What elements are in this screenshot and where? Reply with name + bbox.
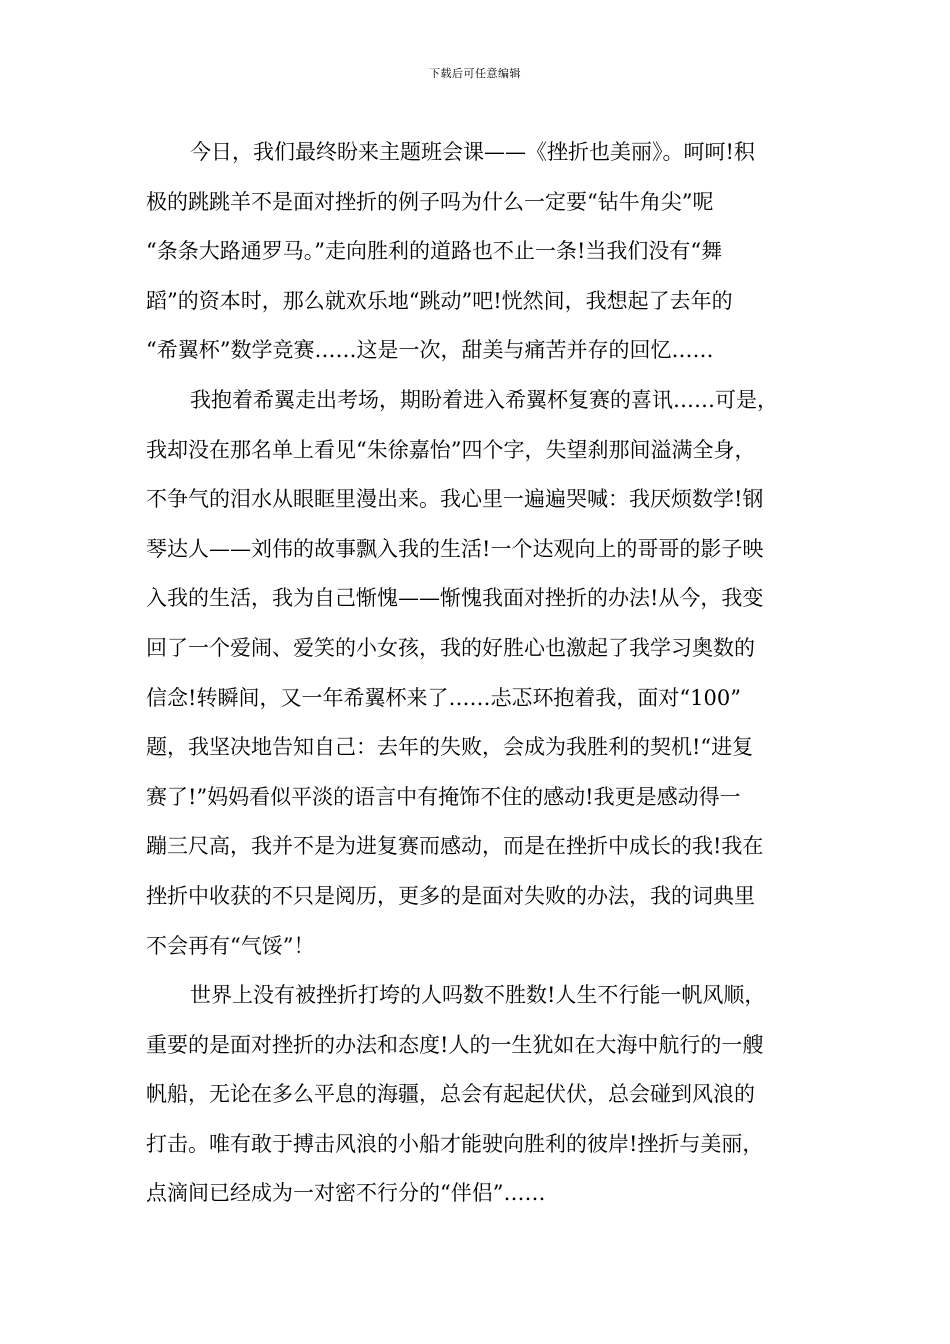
paragraph-line: 今日，我们最终盼来主题班会课——《挫折也美丽》。呵呵!积: [190, 140, 755, 164]
paragraph-line: 不会再有“气馁”！: [146, 933, 315, 958]
page-header: 下载后可任意编辑: [429, 67, 521, 80]
paragraph-line: 琴达人——刘伟的故事飘入我的生活!一个达观向上的哥哥的影子映: [146, 536, 764, 561]
paragraph-line: 题，我坚决地告知自己：去年的失败，会成为我胜利的契机!“进复: [146, 735, 754, 760]
paragraph-1: [146, 128, 806, 376]
paragraph-line: 打击。唯有敢于搏击风浪的小船才能驶向胜利的彼岸!挫折与美丽，: [146, 1131, 764, 1156]
paragraph-line: 挫折中收获的不只是阅历，更多的是面对失败的办法，我的词典里: [146, 883, 755, 908]
paragraph-line: 重要的是面对挫折的办法和态度!人的一生犹如在大海中航行的一艘: [146, 1032, 764, 1057]
paragraph-3: [146, 971, 806, 1219]
paragraph-line: 点滴间已经成为一对密不行分的“伴侣”……: [146, 1181, 546, 1206]
document-body: [146, 128, 806, 1219]
paragraph-line: 入我的生活，我为自己惭愧——惭愧我面对挫折的办法!从今，我变: [146, 586, 764, 611]
paragraph-line: 蹦三尺高，我并不是为进复赛而感动，而是在挫折中成长的我!我在: [146, 834, 764, 859]
paragraph-2: [146, 376, 806, 971]
paragraph-line: 回了一个爱闹、爱笑的小女孩，我的好胜心也激起了我学习奥数的: [146, 635, 755, 660]
paragraph-line: 世界上没有被挫折打垮的人吗数不胜数!人生不行能一帆风顺，: [190, 983, 766, 1008]
paragraph-line: 我抱着希翼走出考场，期盼着进入希翼杯复赛的喜讯……可是，: [190, 387, 778, 412]
paragraph-line: 我却没在那名单上看见“朱徐嘉怡”四个字，失望刹那间溢满全身，: [146, 437, 756, 462]
paragraph-line: 蹈”的资本时，那么就欢乐地“跳动”吧!恍然间，我想起了去年的: [146, 288, 733, 313]
paragraph-line: 信念!转瞬间，又一年希翼杯来了……忐忑环抱着我，面对“100”: [146, 685, 741, 710]
paragraph-line: “希翼杯”数学竞赛……这是一次，甜美与痛苦并存的回忆……: [146, 338, 714, 363]
paragraph-line: “条条大路通罗马。”走向胜利的道路也不止一条!当我们没有“舞: [146, 239, 723, 264]
paragraph-line: 赛了!”妈妈看似平淡的语言中有掩饰不住的感动!我更是感动得一: [146, 784, 741, 809]
paragraph-line: 极的跳跳羊不是面对挫折的例子吗为什么一定要“钻牛角尖”呢: [146, 189, 714, 214]
paragraph-line: 不争气的泪水从眼眶里漫出来。我心里一遍遍哭喊：我厌烦数学!钢: [146, 487, 764, 512]
paragraph-line: 帆船，无论在多么平息的海疆，总会有起起伏伏，总会碰到风浪的: [146, 1082, 755, 1107]
